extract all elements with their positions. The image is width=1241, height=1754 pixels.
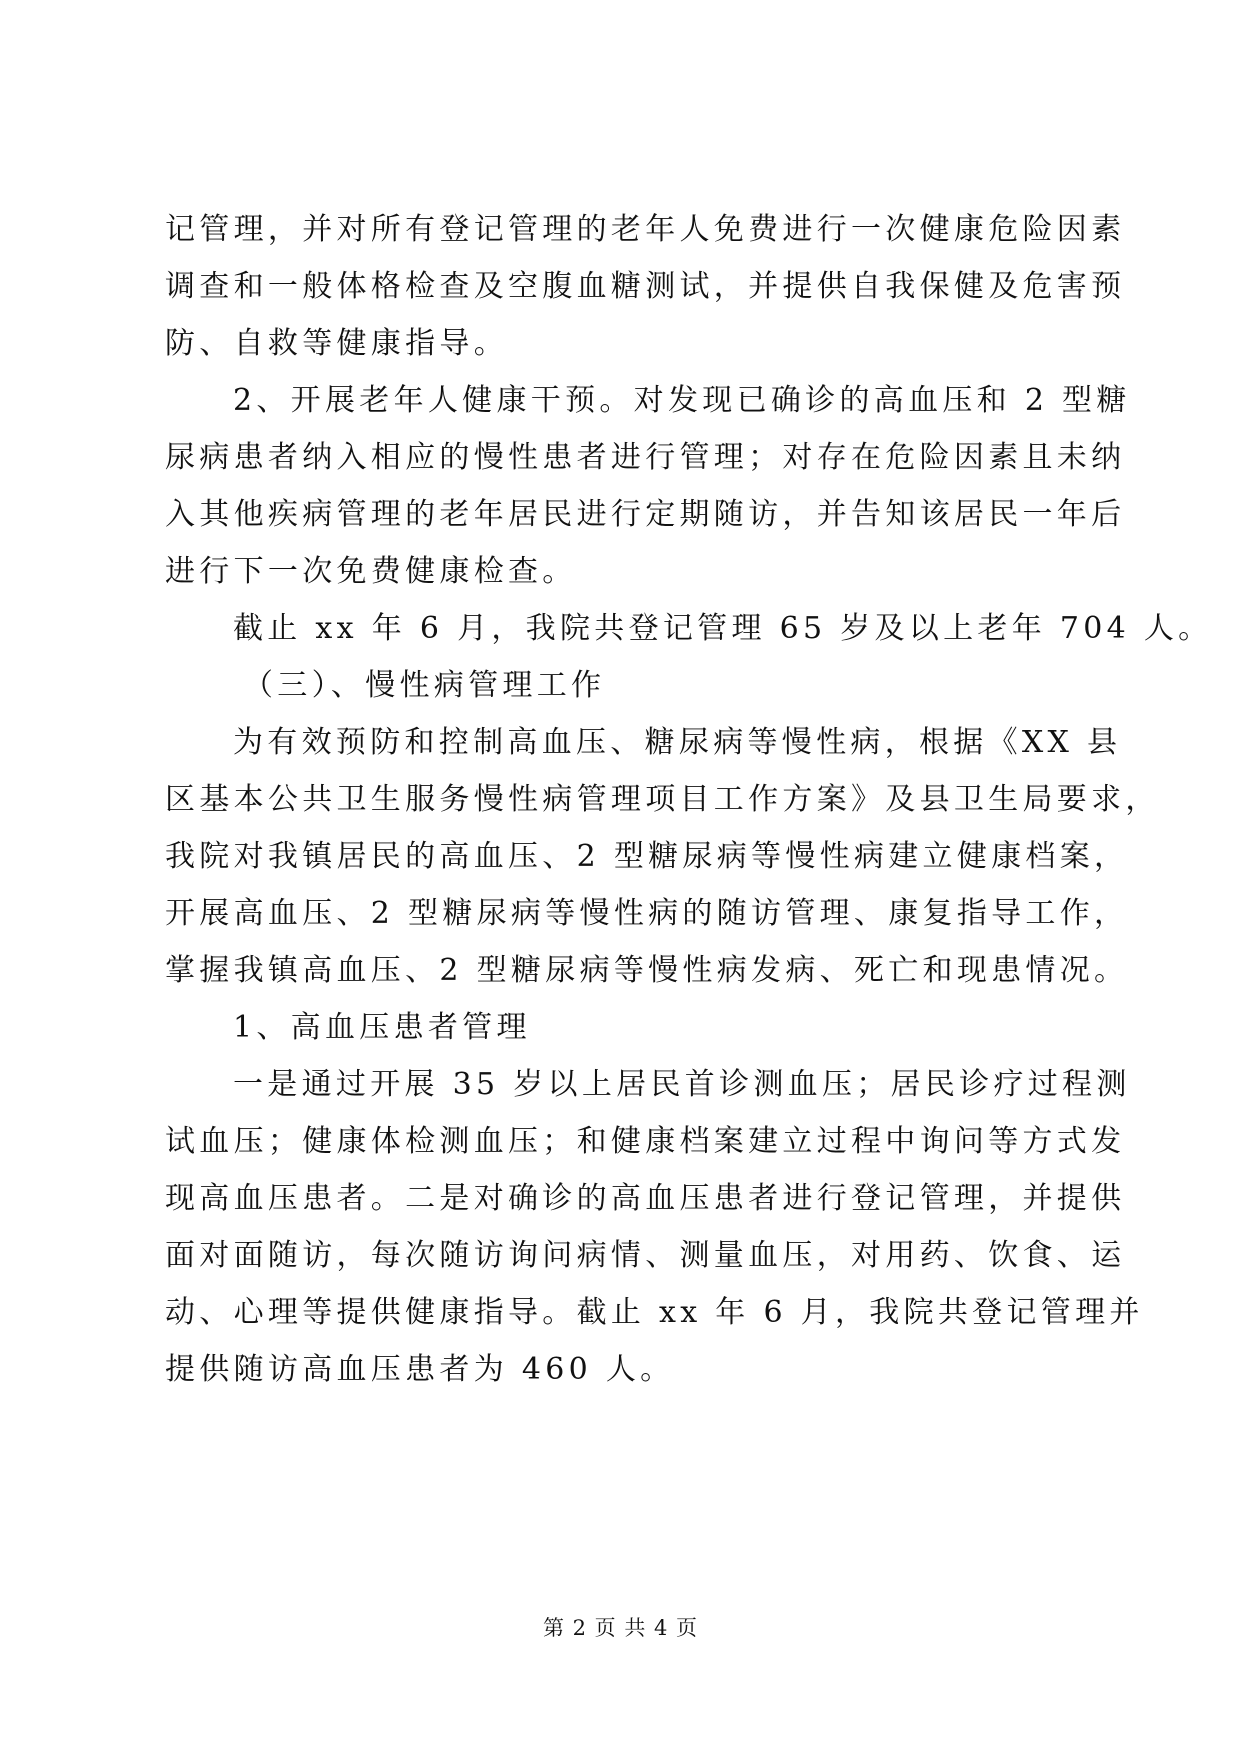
body-line: 试血压；健康体检测血压；和健康档案建立过程中询问等方式发 xyxy=(165,1124,1126,1159)
body-line: 现高血压患者。二是对确诊的高血压患者进行登记管理，并提供 xyxy=(165,1181,1126,1216)
page-footer: 第 2 页 共 4 页 xyxy=(542,1616,699,1640)
body-line: 截止 xx 年 6 月，我院共登记管理 65 岁及以上老年 704 人。 xyxy=(233,611,1213,646)
body-line: 2、开展老年人健康干预。对发现已确诊的高血压和 2 型糖 xyxy=(233,383,1131,418)
body-line: 动、心理等提供健康指导。截止 xx 年 6 月，我院共登记管理并 xyxy=(165,1295,1144,1330)
subsection-heading: 1、高血压患者管理 xyxy=(233,1010,531,1045)
body-line: 开展高血压、2 型糖尿病等慢性病的随访管理、康复指导工作， xyxy=(165,896,1129,931)
body-line: 为有效预防和控制高血压、糖尿病等慢性病，根据《XX 县 xyxy=(233,725,1122,760)
body-line: 我院对我镇居民的高血压、2 型糖尿病等慢性病建立健康档案， xyxy=(165,839,1129,874)
body-line: 面对面随访，每次随访询问病情、测量血压，对用药、饮食、运 xyxy=(165,1238,1126,1273)
body-line: 提供随访高血压患者为 460 人。 xyxy=(165,1352,675,1387)
body-line: 进行下一次免费健康检查。 xyxy=(165,554,577,589)
body-line: 区基本公共卫生服务慢性病管理项目工作方案》及县卫生局要求， xyxy=(165,782,1160,817)
body-line: 掌握我镇高血压、2 型糖尿病等慢性病发病、死亡和现患情况。 xyxy=(165,953,1129,988)
body-line: 调查和一般体格检查及空腹血糖测试，并提供自我保健及危害预 xyxy=(165,269,1126,304)
section-heading: （三）、慢性病管理工作 xyxy=(243,668,606,703)
body-line: 防、自救等健康指导。 xyxy=(165,326,508,361)
body-line: 尿病患者纳入相应的慢性患者进行管理；对存在危险因素且未纳 xyxy=(165,440,1126,475)
body-line: 一是通过开展 35 岁以上居民首诊测血压；居民诊疗过程测 xyxy=(233,1067,1131,1102)
body-line: 记管理，并对所有登记管理的老年人免费进行一次健康危险因素 xyxy=(165,212,1126,247)
body-line: 入其他疾病管理的老年居民进行定期随访，并告知该居民一年后 xyxy=(165,497,1126,532)
